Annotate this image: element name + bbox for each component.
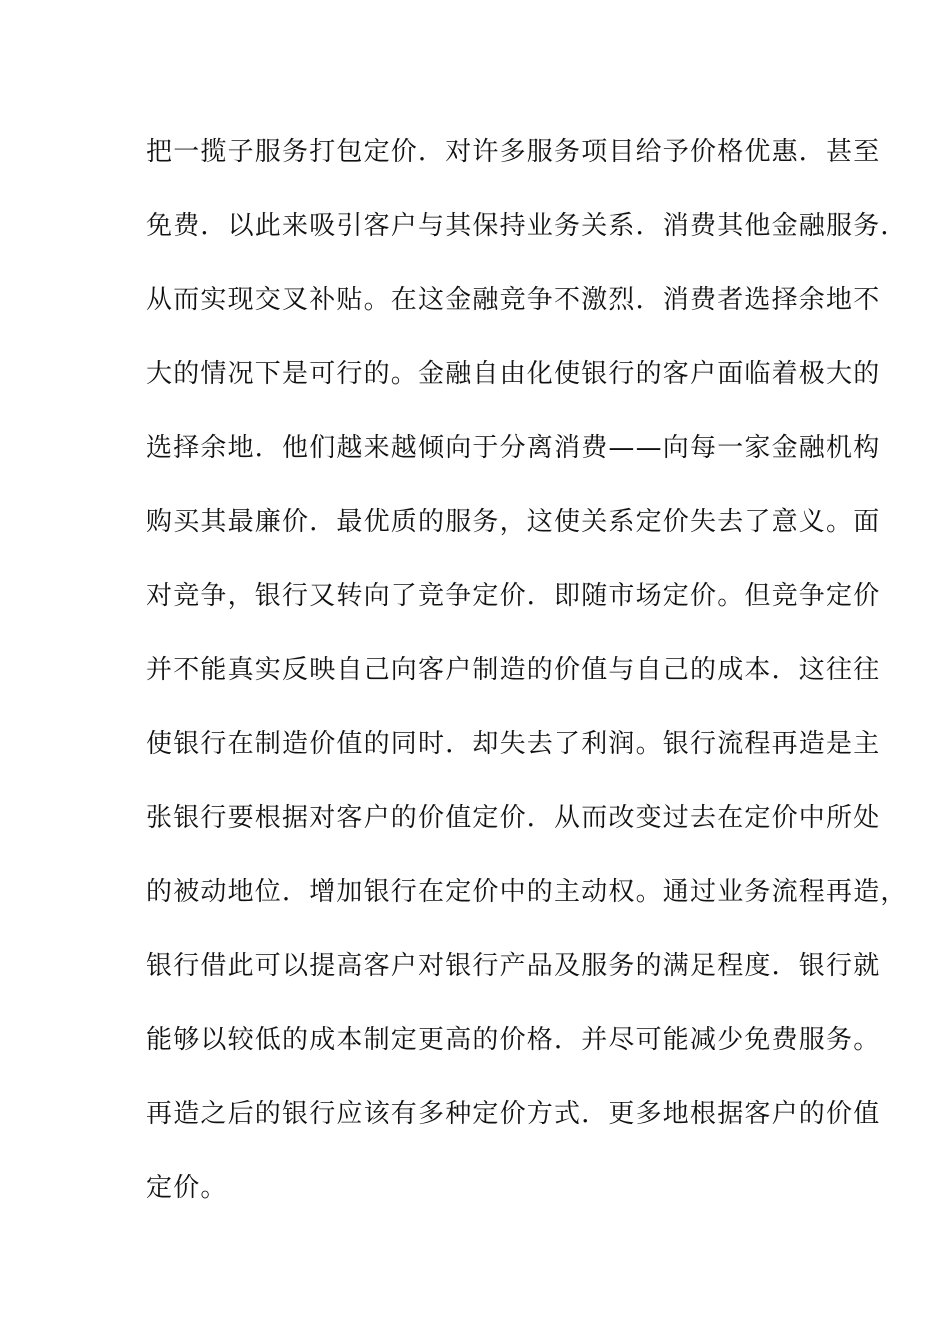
text-line-14: 再造之后的银行应该有多种定价方式．更多地根据客户的价值	[146, 1099, 881, 1129]
text-line-4: 大的情况下是可行的。金融自由化使银行的客户面临着极大的	[146, 359, 881, 389]
text-line-1: 把一揽子服务打包定价．对许多服务项目给予价格优惠．甚至	[146, 137, 881, 167]
text-line-12: 银行借此可以提高客户对银行产品及服务的满足程度．银行就	[146, 951, 881, 981]
body-text	[146, 130, 908, 1240]
text-line-2: 免费．以此来吸引客户与其保持业务关系．消费其他金融服务．	[146, 211, 908, 241]
text-line-13: 能够以较低的成本制定更高的价格．并尽可能减少免费服务。	[146, 1025, 881, 1055]
text-line-5: 选择余地．他们越来越倾向于分离消费——向每一家金融机构	[146, 433, 881, 463]
text-line-7: 对竞争，银行又转向了竞争定价．即随市场定价。但竞争定价	[146, 581, 881, 611]
text-line-8: 并不能真实反映自己向客户制造的价值与自己的成本．这往往	[146, 655, 881, 685]
text-line-3: 从而实现交叉补贴。在这金融竞争不激烈．消费者选择余地不	[146, 285, 881, 315]
text-line-15: 定价。	[146, 1173, 228, 1203]
text-line-6: 购买其最廉价．最优质的服务，这使关系定价失去了意义。面	[146, 507, 881, 537]
text-line-9: 使银行在制造价值的同时．却失去了利润。银行流程再造是主	[146, 729, 881, 759]
text-line-10: 张银行要根据对客户的价值定价．从而改变过去在定价中所处	[146, 803, 881, 833]
text-line-11: 的被动地位．增加银行在定价中的主动权。通过业务流程再造，	[146, 877, 908, 907]
